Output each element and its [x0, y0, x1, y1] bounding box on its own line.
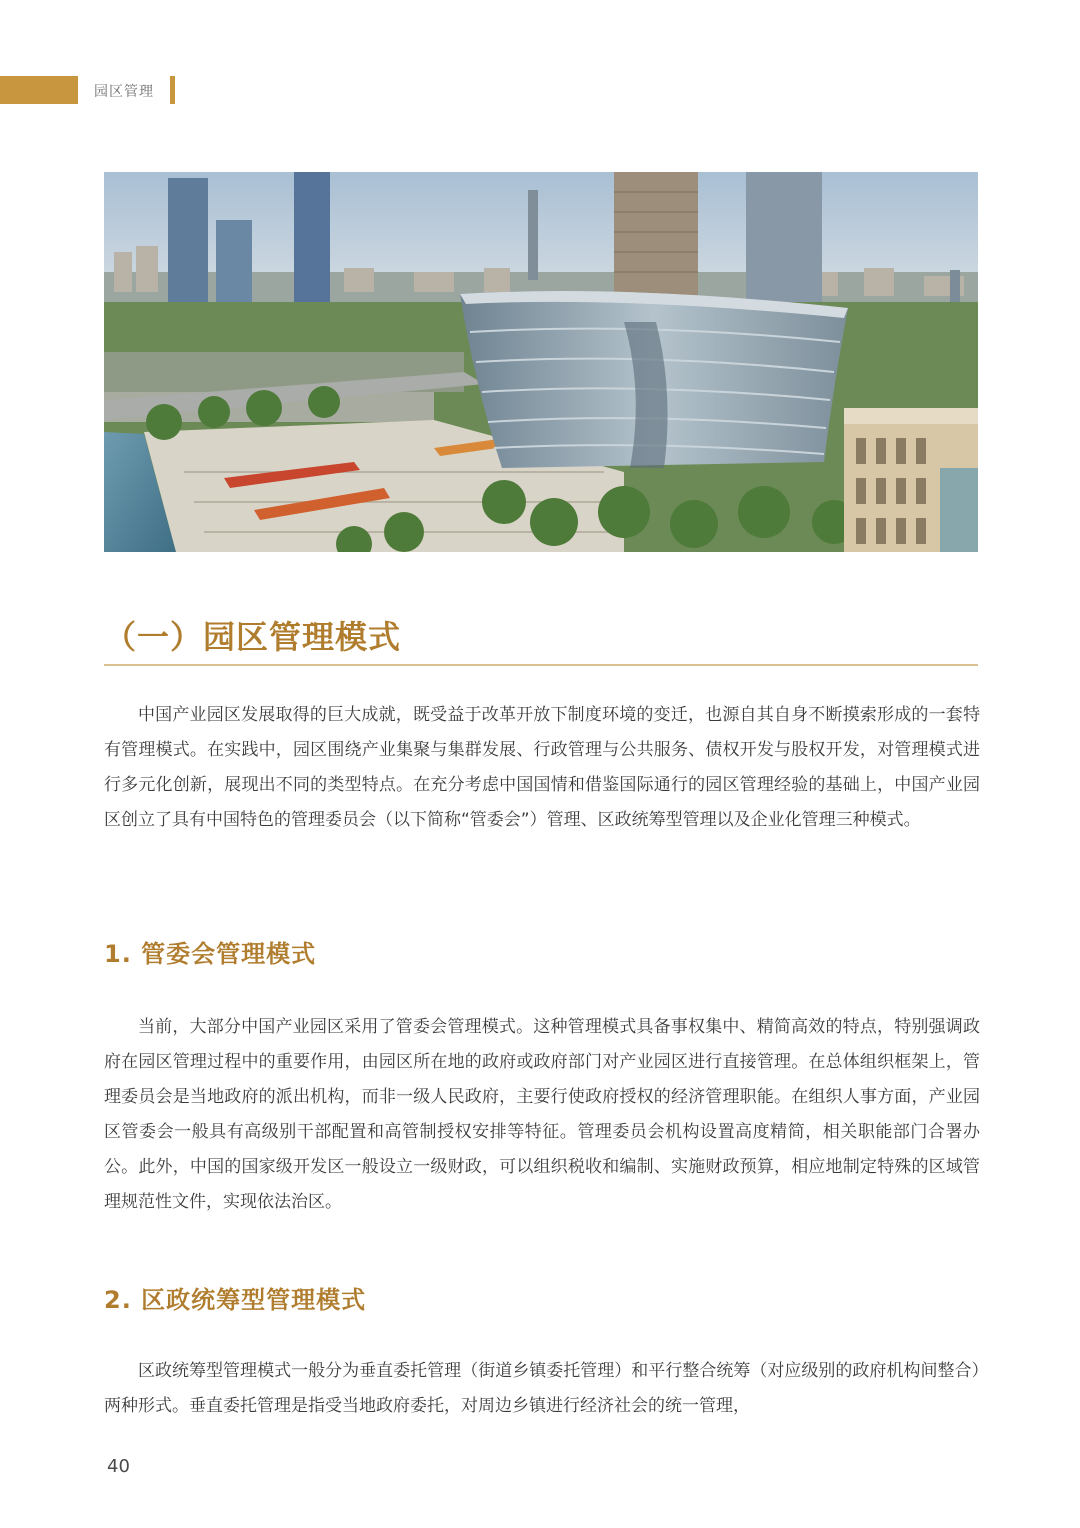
subsection-body-1: 当前，大部分中国产业园区采用了管委会管理模式。这种管理模式具备事权集中、精简高效的特点，特别强调政府在园区管理过程中的重要作用，由园区所在地的政府或政府部门对产业园区进行直接管理。在总体组织框架上，管理委员会是当地政府的派出机构，而非一级人民政府，主要行使政府授权的经济管理职能。在组织人事方面，产业园区管委会一般具有高级别干部配置和高管制授权安排等特征。管理委员会机构设置高度精简，相关职能部门合署办公。此外，中国的国家级开发区一般设立一级财政，可以组织税收和编制、实施财政预算，相应地制定特殊的区域管理规范性文件，实现依法治区。	[104, 1017, 980, 1212]
page-number: 40	[107, 1456, 130, 1477]
title-divider	[104, 664, 978, 666]
section-title: （一）园区管理模式	[104, 618, 402, 656]
aerial-photo	[104, 172, 978, 552]
header-accent-bar	[0, 76, 78, 104]
subsection-title-1: 1. 管委会管理模式	[104, 940, 317, 968]
running-header: 园区管理	[94, 84, 154, 100]
header-divider	[170, 76, 175, 104]
subsection-body-2: 区政统筹型管理模式一般分为垂直委托管理（街道乡镇委托管理）和平行整合统筹（对应级别的政府机构间整合）两种形式。垂直委托管理是指受当地政府委托，对周边乡镇进行经济社会的统一管理，	[104, 1361, 980, 1416]
intro-paragraph: 中国产业园区发展取得的巨大成就，既受益于改革开放下制度环境的变迁，也源自其自身不断摸索形成的一套特有管理模式。在实践中，园区围绕产业集聚与集群发展、行政管理与公共服务、债权开发与股权开发，对管理模式进行多元化创新，展现出不同的类型特点。在充分考虑中国国情和借鉴国际通行的园区管理经验的基础上，中国产业园区创立了具有中国特色的管理委员会（以下简称“管委会”）管理、区政统筹型管理以及企业化管理三种模式。	[104, 705, 980, 830]
subsection-title-2: 2. 区政统筹型管理模式	[104, 1286, 367, 1314]
